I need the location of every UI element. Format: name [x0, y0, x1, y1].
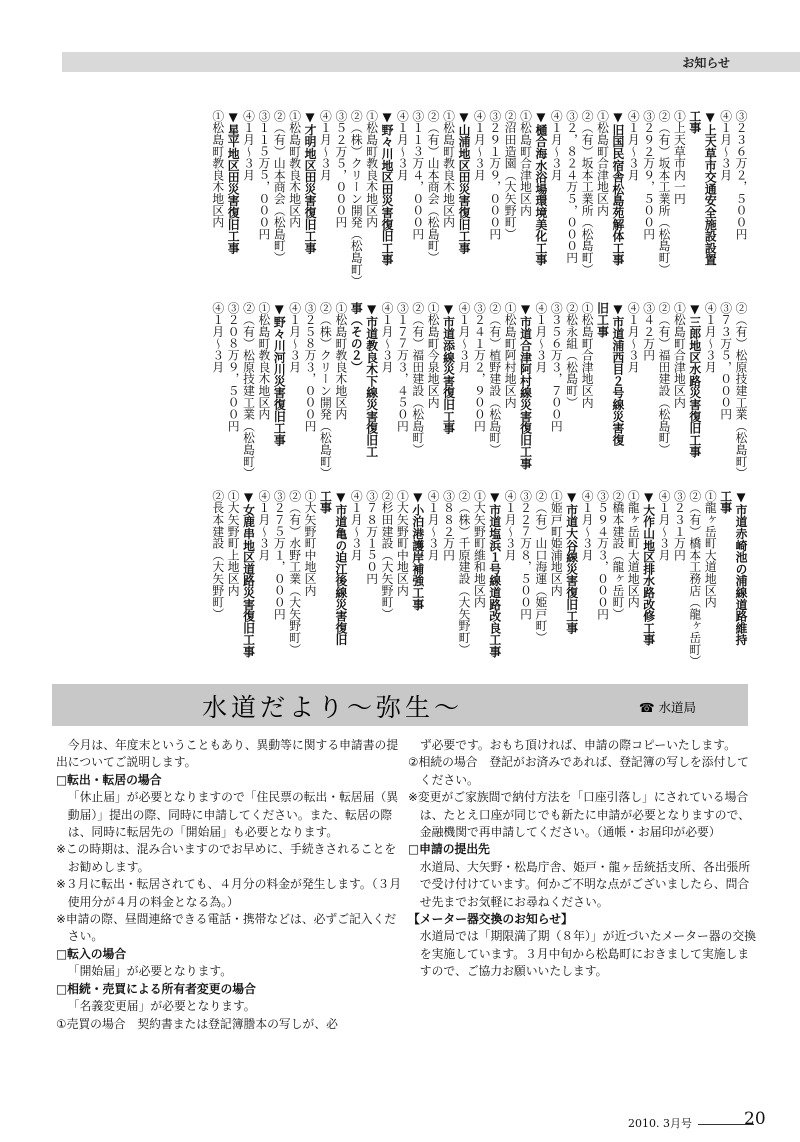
notice-detail: ①松島町教良木地区内	[333, 302, 348, 420]
notice-detail: ①松島町教良木地区内	[256, 302, 271, 420]
notice-detail: ③２４１万２，９００円	[472, 302, 487, 432]
notice-detail: ②杉田建設（大矢野町）	[380, 490, 395, 620]
notice-detail: ②（有）坂本工業所（松島町）	[657, 110, 672, 276]
notice-detail: ②（有）山本商会（松島町）	[272, 110, 287, 264]
notice-detail: ①姫戸町姫浦地区内	[549, 490, 564, 597]
notice-detail: ④１月〜３月	[380, 302, 395, 373]
notice-detail: ③５２万５，０００円	[333, 110, 348, 228]
article-paragraph: ②相続の場合 登記がお済みであれば、登記簿の写しを添付してください。	[408, 755, 749, 787]
notice-heading: ▼女鹿串地区道路災害復旧工事	[241, 490, 256, 658]
notice-detail: ④１月〜３月	[349, 490, 364, 561]
notice-detail: ③２５８万３，０００円	[303, 302, 318, 432]
notice-detail: ②（有）山口海運（姫戸町）	[533, 490, 548, 644]
notice-detail: ②（株）クリーン開発（松島町）	[349, 110, 364, 287]
notice-detail: ④１月〜３月	[287, 302, 302, 373]
notice-detail: ②長本建設（大矢野町）	[210, 490, 225, 620]
notice-detail: ②（有）松原技建工業（松島町）	[241, 302, 256, 479]
notice-detail: ③３５６万３，７００円	[549, 302, 564, 432]
notice-heading: ▼市道合津阿村線災害復旧工事	[518, 302, 533, 470]
notice-detail: ②（有）松原技建工業（松島町）	[734, 302, 748, 479]
notice-detail: ①松島町教良木地区内	[441, 110, 456, 228]
notice-detail: ②（有）山本商会（松島町）	[426, 110, 441, 264]
notice-heading: ▼市道赤崎池の浦線道路維持	[734, 490, 748, 646]
article-paragraph: ※この時期は、混み合いますのでお早めに、手続きされることをお勧めします。	[56, 842, 397, 874]
notice-heading: ▼星平地区田災害復旧工事	[226, 110, 241, 254]
notice-heading: 工事	[718, 490, 733, 514]
article-paragraph: 「名義変更届」が必要となります。	[67, 999, 256, 1014]
notice-detail: ④１月〜３月	[657, 490, 672, 561]
notice-detail: ②（有）福田建設（松島町）	[410, 302, 425, 456]
notice-detail: ①松島町合津地区内	[518, 110, 533, 217]
notice-detail: ②（有）水野工業（大矢野町）	[287, 490, 302, 656]
notice-detail: ①松島町今泉地区内	[426, 302, 441, 409]
notice-detail: ②橋本建設（龍ヶ岳町）	[610, 490, 625, 620]
notice-heading: ▼小泊港護岸補強工事	[410, 490, 425, 611]
notice-heading: ▼市道浦西目２号線災害復	[610, 302, 625, 446]
notice-detail: ④１月〜３月	[426, 490, 441, 561]
notice-detail: ③４２万円	[641, 302, 656, 361]
article-paragraph: 「開始届」が必要となります。	[67, 964, 233, 979]
article-paragraph: 今月は、年度末ということもあり、異動等に関する申請書の提出についてご説明します。	[56, 738, 399, 770]
notice-detail: ②沼田造園（大矢野町）	[503, 110, 518, 240]
notice-detail: ③２９１万９，０００円	[487, 110, 502, 240]
article-subheading: □転出・転居の場合	[56, 772, 162, 787]
water-news-banner	[52, 684, 748, 726]
notice-detail: ①大矢野町中地区内	[395, 490, 410, 597]
notice-detail: ②（有）坂本工業所（松島町）	[580, 110, 595, 276]
notice-heading: ▼樋合海水浴場環境美化工事	[533, 110, 548, 266]
article-column-right	[408, 737, 756, 981]
notice-detail: ①松島町教良木地区内	[210, 110, 225, 228]
article-column-left	[56, 737, 404, 1033]
notice-heading: ▼大作山地区排水路改修工事	[641, 490, 656, 646]
notice-detail: ③２９２万９，５００円	[641, 110, 656, 240]
article-paragraph: ※３月に転出・転居されても、４月分の料金が発生します。（３月使用分が４月の料金となる為。）	[56, 877, 402, 909]
notice-detail: ④１月〜３月	[210, 302, 225, 373]
notice-detail: ①龍ヶ岳町大道地区内	[626, 490, 641, 608]
notice-heading: ▼市道教良木下線災害復旧工	[364, 302, 379, 458]
notice-heading: ▼野々川地区田災害復旧工事	[380, 110, 395, 266]
notice-detail: ②（株）千原建設（大矢野町）	[456, 490, 471, 656]
article-subheading: □相続・売買による所有者変更の場合	[56, 981, 256, 996]
article-subheading: 【メーター器交換のお知らせ】	[408, 912, 573, 927]
notice-detail: ①龍ヶ岳町大道地区内	[703, 490, 718, 608]
notice-heading: ▼三郎地区水路災害復旧工事	[687, 302, 702, 458]
notice-heading: ▼野々川河川災害復旧工事	[272, 302, 287, 446]
notice-detail: ①大矢野町上地区内	[226, 490, 241, 597]
notice-detail: ②松永組（松島町）	[564, 302, 579, 409]
notice-detail: ④１月〜３月	[580, 490, 595, 561]
page-number: 20	[744, 1109, 766, 1129]
notice-detail: ③１７７万３，４５０円	[395, 302, 410, 432]
notice-detail: ③７８万１５０円	[364, 490, 379, 585]
notice-detail: ③８８２万円	[441, 490, 456, 561]
banner-department: ☎ 水道局	[638, 700, 696, 715]
article-paragraph: ①売買の場合 契約書または登記簿謄本の写しが、必	[56, 1016, 338, 1031]
notice-detail: ②（有）橋本工務店（龍ヶ岳町）	[687, 490, 702, 667]
notice-detail: ④１月〜３月	[626, 302, 641, 373]
notice-heading: ▼旧国民宿舎松島苑解体工事	[610, 110, 625, 266]
notice-detail: ④１月〜３月	[456, 302, 471, 373]
article-subheading: □転入の場合	[56, 946, 127, 961]
notice-row-2	[209, 302, 748, 482]
notice-detail: ③２０８万９，５００円	[226, 302, 241, 432]
notice-heading: ▼市道亀の迫江後線災害復旧	[333, 490, 348, 646]
notice-detail: ④１月〜３月	[626, 110, 641, 181]
notice-detail: ④１月〜３月	[703, 302, 718, 373]
issue-label: 2010. 3月号	[628, 1117, 692, 1130]
notice-detail: ④１月〜３月	[718, 110, 733, 181]
notice-detail: ③５９４万３，０００円	[595, 490, 610, 620]
notice-detail: ②（有）福田建設（松島町）	[657, 302, 672, 456]
notice-detail: ①上天草市内一円	[672, 110, 687, 205]
notice-detail: ③１１３万４，０００円	[410, 110, 425, 240]
notice-detail: ③２２７万８，５００円	[518, 490, 533, 620]
section-label: お知らせ	[682, 56, 730, 70]
article-subheading: □申請の提出先	[408, 842, 490, 857]
notice-heading: ▼市道大谷線災害復旧工事	[564, 490, 579, 634]
notice-detail: ①松島町合津地区内	[672, 302, 687, 409]
notice-heading: ▼市道塩浜１号線道路改良工事	[487, 490, 502, 658]
notice-detail: ③２，８２４万５，０００円	[564, 110, 579, 264]
article-paragraph: 水道局、大矢野・松島庁舎、姫戸・龍ヶ岳統括支所、各出張所で受け付けています。何かご不明な点がございましたら、問合せ先までお気軽にお尋ねください。	[419, 859, 751, 909]
page-footer	[628, 1109, 766, 1131]
notice-heading: 工事	[318, 490, 333, 514]
notice-detail: ③２３６万２，５００円	[734, 110, 748, 240]
notice-detail: ④１月〜３月	[549, 110, 564, 181]
notice-detail: ②（株）クリーン開発（松島町）	[318, 302, 333, 479]
notice-heading: ▼市道添線災害復旧工事	[441, 302, 456, 434]
article-paragraph: ※変更がご家族間で納付方法を「口座引落し」にされている場合は、たとえ口座が同じでも新たに申請が必要となりますので、金融機関で再申請してください。（通帳・お届印が必要）	[408, 790, 750, 840]
article-paragraph: 「休止届」が必要となりますので「住民票の転出・転居届（異動届）」提出の際、同時に申請してください。また、転居の際は、同時に転居先の「開始届」も必要となります。	[67, 790, 399, 840]
notice-detail: ②（有）植野建設（松島町）	[487, 302, 502, 456]
notice-detail: ④１月〜３月	[533, 302, 548, 373]
notice-detail: ③１１５万５，０００円	[256, 110, 271, 240]
article-paragraph: 水道局では「期限満了期（８年）」が近づいたメーター器の交換を実施しています。３月中旬から松島町におきまして実施しますので、ご協力お願いいたします。	[419, 929, 757, 979]
notice-detail: ④１月〜３月	[256, 490, 271, 561]
notice-heading: 工事	[687, 110, 702, 134]
notice-row-1	[209, 110, 748, 294]
notice-heading: ▼上天草市交通安全施設設置	[703, 110, 718, 266]
article-paragraph: ※申請の際、昼間連絡できる電話・携帯などは、必ずご記入ください。	[56, 912, 397, 944]
notice-detail: ①松島町教良木地区内	[287, 110, 302, 228]
article-paragraph: ず必要です。おもち頂ければ、申請の際コピーいたします。	[419, 738, 736, 752]
notice-heading: 旧工事	[595, 302, 610, 338]
notice-detail: ③２３１万円	[672, 490, 687, 561]
notice-detail: ③７３万５，０００円	[718, 302, 733, 420]
notice-detail: ④１月〜３月	[318, 110, 333, 181]
notice-detail: ④１月〜３月	[503, 490, 518, 561]
notice-heading: ▼才明地区田災害復旧工事	[303, 110, 318, 254]
section-header-bar	[62, 52, 800, 72]
notice-detail: ④１月〜３月	[395, 110, 410, 181]
notice-detail: ①松島町教良木地区内	[364, 110, 379, 228]
notice-detail: ④１月〜３月	[241, 110, 256, 181]
notice-detail: ①大矢野町中地区内	[303, 490, 318, 597]
notice-detail: ①大矢野町維和地区内	[472, 490, 487, 608]
notice-heading: 事（その２）	[349, 302, 364, 373]
banner-title: 水道だより〜弥生〜	[202, 693, 464, 722]
notice-heading: ▼山浦地区田災害復旧工事	[456, 110, 471, 254]
notice-row-3	[209, 490, 748, 670]
notice-detail: ①松島町合津地区内	[595, 110, 610, 217]
notice-detail: ①松島町阿村地区内	[503, 302, 518, 409]
notice-detail: ①松島町合津地区内	[580, 302, 595, 409]
notice-detail: ④１月〜３月	[472, 110, 487, 181]
notice-detail: ③２７５万１，０００円	[272, 490, 287, 620]
